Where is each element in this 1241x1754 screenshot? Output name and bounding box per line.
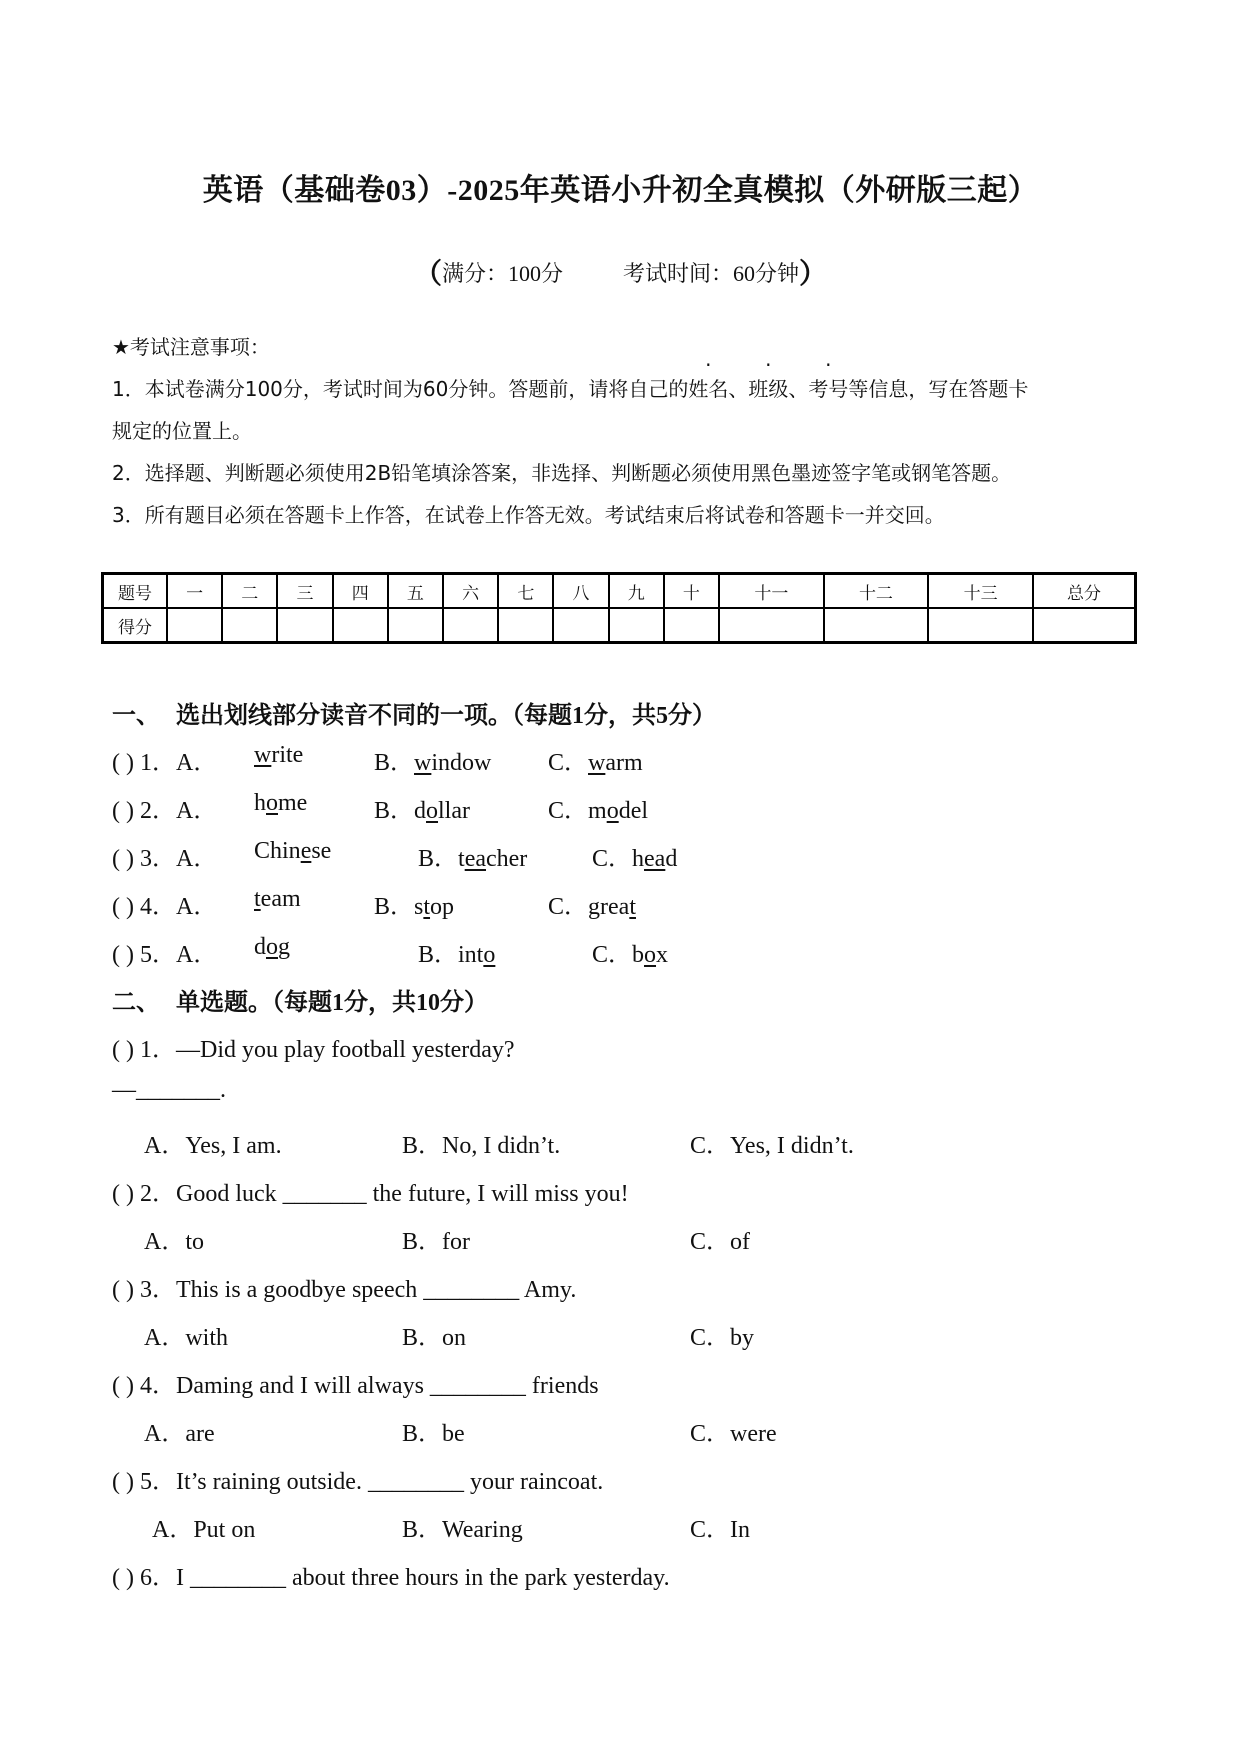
score-cell[interactable] bbox=[609, 608, 664, 643]
score-header-cell: 四 bbox=[333, 574, 388, 609]
score-header-cell: 六 bbox=[443, 574, 498, 609]
option-c: C．warm bbox=[548, 750, 643, 776]
notice-item-1-cont: 规定的位置上。 bbox=[112, 419, 252, 443]
section-2-q1-options bbox=[112, 1125, 1132, 1165]
score-row-label: 得分 bbox=[103, 608, 168, 643]
option-a: A．Put on bbox=[152, 1517, 256, 1543]
section-1-question-3: ( ) 3．A． Chinese B．teacher C．head bbox=[112, 838, 678, 872]
score-cell[interactable] bbox=[333, 608, 388, 643]
option-a: A．to bbox=[144, 1229, 204, 1255]
option-b: B．stop bbox=[374, 894, 455, 920]
score-table bbox=[101, 572, 1137, 644]
exam-info: （满分：100分 考试时间：60分钟） bbox=[413, 259, 828, 290]
section-2-question-5: ( ) 5．It’s raining outside. ________ your raincoat. bbox=[112, 1469, 604, 1495]
exam-time: 考试时间：60分钟 bbox=[623, 261, 800, 286]
score-header-cell: 九 bbox=[609, 574, 664, 609]
exam-notice bbox=[112, 326, 1132, 536]
option-b: B．window bbox=[374, 750, 492, 776]
section-2-question-1: ( ) 1．—Did you play football yesterday? bbox=[112, 1037, 515, 1063]
section-2-q3-options bbox=[112, 1317, 1132, 1357]
score-cell[interactable] bbox=[824, 608, 929, 643]
option-a: team bbox=[254, 886, 301, 912]
page-title: 英语（基础卷03）-2025年英语小升初全真模拟（外研版三起） bbox=[202, 174, 1039, 207]
option-a: A．with bbox=[144, 1325, 228, 1351]
option-c: C．model bbox=[548, 798, 649, 824]
option-a: home bbox=[254, 790, 308, 816]
option-b: B．teacher bbox=[418, 846, 528, 872]
option-c: C．In bbox=[690, 1517, 750, 1543]
section-2-q4-options bbox=[112, 1413, 1132, 1453]
option-c: C．of bbox=[690, 1229, 750, 1255]
option-a: A．are bbox=[144, 1421, 215, 1447]
answer-blank: —_______. bbox=[112, 1077, 226, 1103]
score-header-cell: 三 bbox=[277, 574, 332, 609]
score-header-cell: 一 bbox=[167, 574, 222, 609]
option-a: A．Yes, I am. bbox=[144, 1133, 282, 1159]
score-cell[interactable] bbox=[719, 608, 824, 643]
option-a: dog bbox=[254, 934, 290, 960]
option-a: write bbox=[254, 742, 304, 768]
option-c: C．box bbox=[592, 942, 669, 968]
option-c: C．head bbox=[592, 846, 678, 872]
section-1-heading: 一、 选出划线部分读音不同的一项。（每题1分，共5分） bbox=[112, 701, 716, 729]
score-cell[interactable] bbox=[553, 608, 608, 643]
section-1-question-4: ( ) 4．A． team B．stop C．great bbox=[112, 886, 636, 920]
section-2-q5-options bbox=[112, 1509, 1132, 1549]
score-header-cell: 八 bbox=[553, 574, 608, 609]
score-cell[interactable] bbox=[222, 608, 277, 643]
section-2-question-3: ( ) 3．This is a goodbye speech ________ Amy. bbox=[112, 1277, 577, 1303]
section-2-question-6: ( ) 6．I ________ about three hours in the park yesterday. bbox=[112, 1565, 670, 1591]
option-b: B．for bbox=[402, 1229, 470, 1255]
score-header-cell: 十二 bbox=[824, 574, 929, 609]
score-header-cell: 五 bbox=[388, 574, 443, 609]
score-header-cell: 十三 bbox=[928, 574, 1033, 609]
score-cell[interactable] bbox=[167, 608, 222, 643]
option-b: B．into bbox=[418, 942, 496, 968]
score-cell[interactable] bbox=[277, 608, 332, 643]
option-c: C．by bbox=[690, 1325, 755, 1351]
section-2-q2-options bbox=[112, 1221, 1132, 1261]
score-table-score-row bbox=[103, 608, 1136, 643]
notice-item-2: 2．选择题、判断题必须使用2B铅笔填涂答案，非选择、判断题必须使用黑色墨迹签字笔或钢笔答题。 bbox=[112, 461, 1012, 485]
score-cell[interactable] bbox=[928, 608, 1033, 643]
notice-heading: ★考试注意事项： bbox=[112, 335, 270, 359]
option-b: B．dollar bbox=[374, 798, 470, 824]
option-b: B．on bbox=[402, 1325, 467, 1351]
score-header-cell: 七 bbox=[498, 574, 553, 609]
option-b: B．Wearing bbox=[402, 1517, 523, 1543]
section-1-question-1: ( ) 1．A． write B．window C．warm bbox=[112, 742, 643, 776]
notice-item-1: 1．本试卷满分100分，考试时间为60分钟。答题前，请将自己的姓名、班级、考号等信息，写在答题卡 bbox=[112, 377, 1029, 401]
notice-item-3: 3．所有题目必须在答题卡上作答，在试卷上作答无效。考试结束后将试卷和答题卡一并交回。 bbox=[112, 503, 945, 527]
section-2-question-2: ( ) 2．Good luck _______ the future, I will miss you! bbox=[112, 1181, 629, 1207]
score-header-cell: 总分 bbox=[1033, 574, 1136, 609]
section-2-question-4: ( ) 4．Daming and I will always ________ friends bbox=[112, 1373, 599, 1399]
section-1-question-5: ( ) 5．A． dog B．into C．box bbox=[112, 934, 669, 968]
section-2-heading: 二、 单选题。（每题1分，共10分） bbox=[112, 988, 488, 1016]
score-cell[interactable] bbox=[664, 608, 719, 643]
option-c: C．great bbox=[548, 894, 636, 920]
score-header-cell: 题号 bbox=[103, 574, 168, 609]
score-cell[interactable] bbox=[388, 608, 443, 643]
score-table-header-row bbox=[103, 574, 1136, 609]
score-header-cell: 二 bbox=[222, 574, 277, 609]
score-header-cell: 十一 bbox=[719, 574, 824, 609]
score-cell[interactable] bbox=[443, 608, 498, 643]
option-b: B．be bbox=[402, 1421, 465, 1447]
option-c: C．were bbox=[690, 1421, 777, 1447]
score-header-cell: 十 bbox=[664, 574, 719, 609]
option-a: Chinese bbox=[254, 838, 332, 864]
score-cell[interactable] bbox=[1033, 608, 1136, 643]
option-b: B．No, I didn’t. bbox=[402, 1133, 561, 1159]
score-cell[interactable] bbox=[498, 608, 553, 643]
full-marks: 满分：100分 bbox=[441, 261, 563, 286]
section-1-question-2: ( ) 2．A． home B．dollar C．model bbox=[112, 790, 649, 824]
option-c: C．Yes, I didn’t. bbox=[690, 1133, 854, 1159]
